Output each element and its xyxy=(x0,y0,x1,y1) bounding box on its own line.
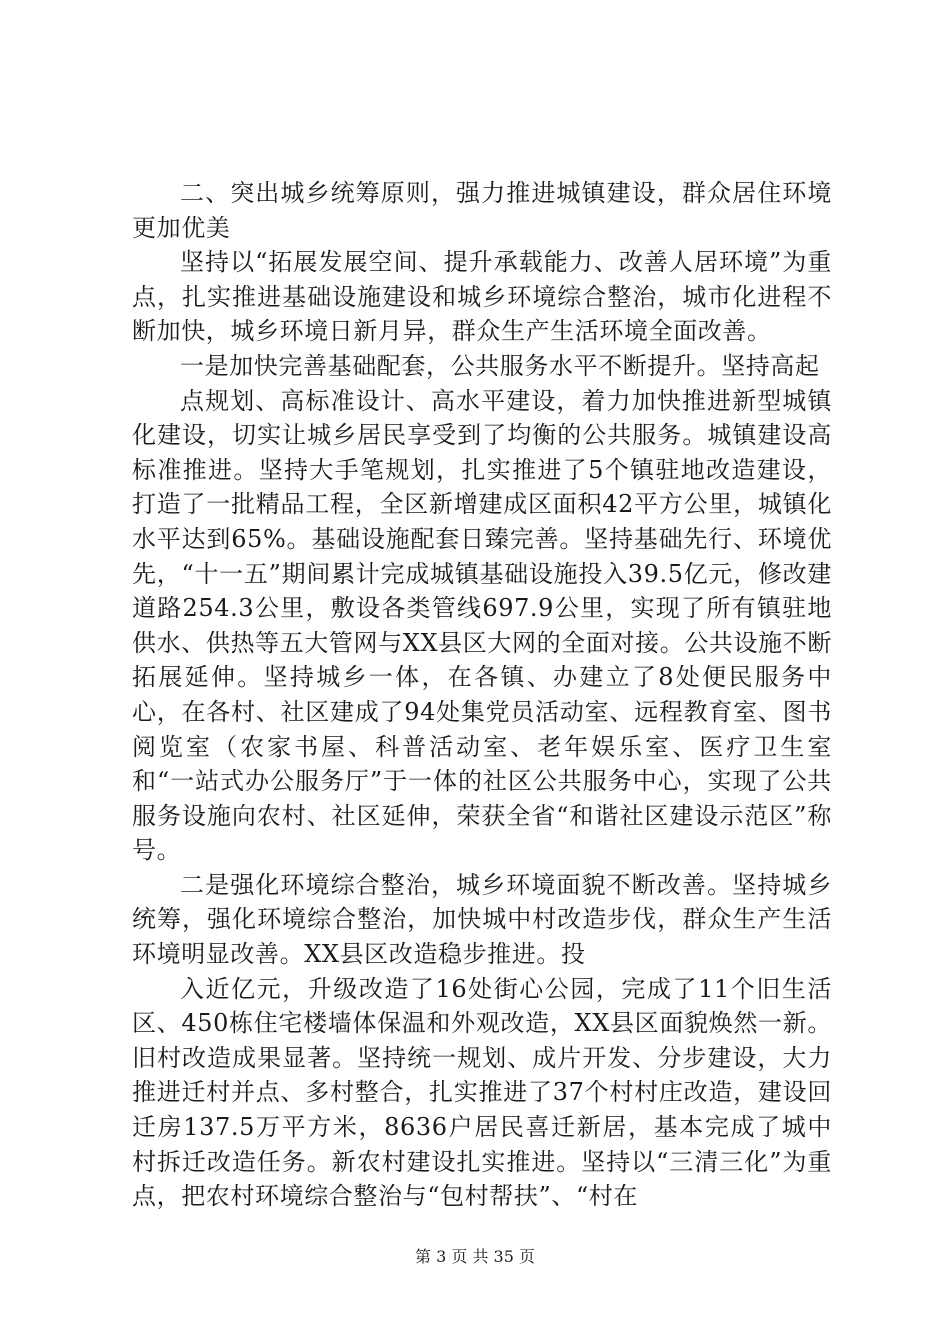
document-body xyxy=(132,176,832,1214)
page-number-footer: 第 3 页 共 35 页 xyxy=(415,1247,535,1266)
section-heading: 二、突出城乡统筹原则，强力推进城镇建设，群众居住环境更加优美 xyxy=(132,179,832,242)
paragraph: 一是加快完善基础配套，公共服务水平不断提升。坚持高起 xyxy=(180,351,820,380)
paragraph: 点规划、高标准设计、高水平建设，着力加快推进新型城镇化建设，切实让城乡居民享受到了均衡的公共服务。城镇建设高标准推进。坚持大手笔规划，扎实推进了5个镇驻地改造建设，打造了一批精品工程，全区新增建成区面积42平方公里，城镇化水平达到65%。基础设施配套日臻完善。坚持基础先行、环境优先，“十一五”期间累计完成城镇基础设施投入39.5亿元，修改建道路254.3公里，敷设各类管线697.9公里，实现了所有镇驻地供水、供热等五大管网与XX县区大网的全面对接。公共设施不断拓展延伸。坚持城乡一体，在各镇、办建立了8处便民服务中心，在各村、社区建成了94处集党员活动室、远程教育室、图书阅览室（农家书屋、科普活动室、老年娱乐室、医疗卫生室和“一站式办公服务厅”于一体的社区公共服务中心，实现了公共服务设施向农村、社区延伸，荣获全省“和谐社区建设示范区”称号。 xyxy=(132,386,832,865)
paragraph: 二是强化环境综合整治，城乡环境面貌不断改善。坚持城乡统筹，强化环境综合整治，加快城中村改造步伐，群众生产生活环境明显改善。XX县区改造稳步推进。投 xyxy=(132,870,832,969)
paragraph: 坚持以“拓展发展空间、提升承载能力、改善人居环境”为重点，扎实推进基础设施建设和城乡环境综合整治，城市化进程不断加快，城乡环境日新月异，群众生产生活环境全面改善。 xyxy=(132,248,832,346)
paragraph: 入近亿元，升级改造了16处街心公园，完成了11个旧生活区、450栋住宅楼墙体保温和外观改造，XX县区面貌焕然一新。旧村改造成果显著。坚持统一规划、成片开发、分步建设，大力推进迁村并点、多村整合，扎实推进了37个村村庄改造，建设回迁房137.5万平方米，8636户居民喜迁新居，基本完成了城中村拆迁改造任务。新农村建设扎实推进。坚持以“三清三化”为重点，把农村环境综合整治与“包村帮扶”、“村在 xyxy=(132,974,832,1211)
